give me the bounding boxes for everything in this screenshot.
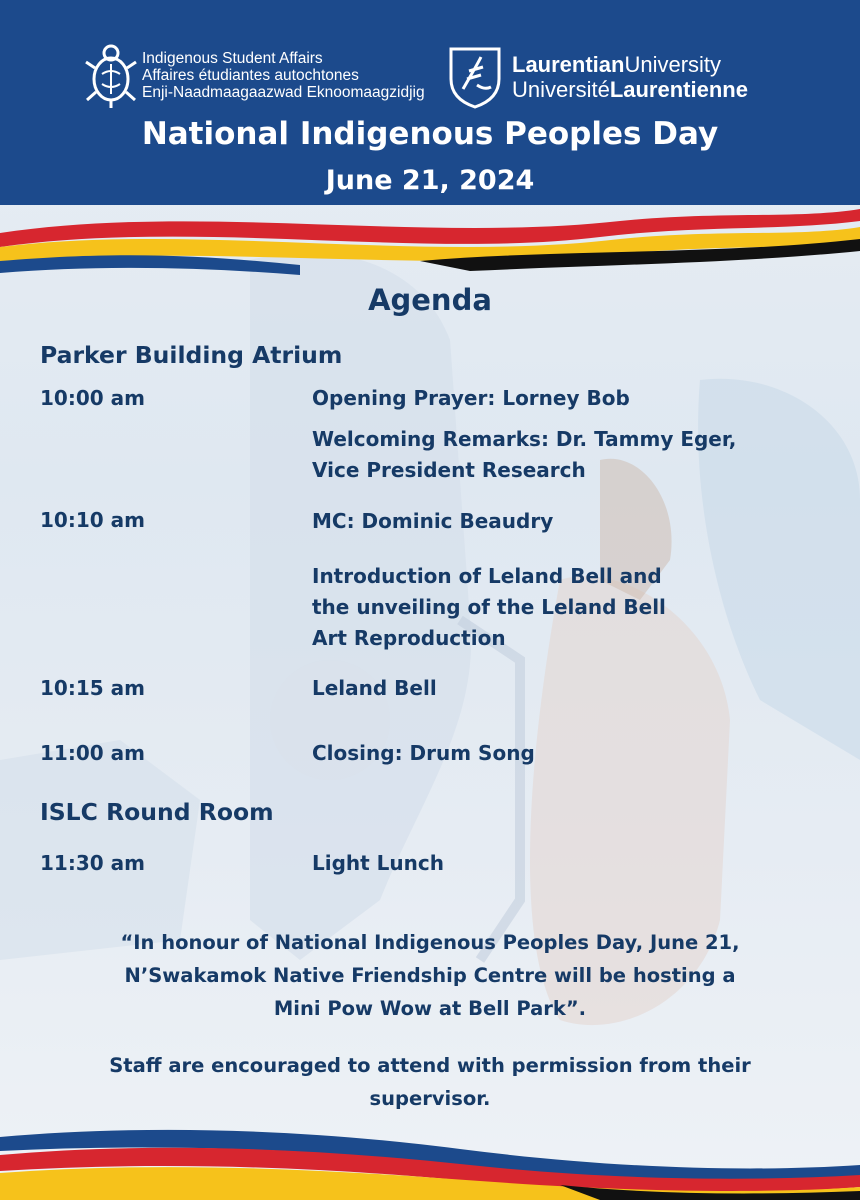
agenda-time: 10:00 am	[40, 386, 145, 410]
announcement-line: “In honour of National Indigenous Peoples Day, June 21,	[120, 931, 740, 954]
agenda-item-closing	[312, 738, 535, 769]
bottom-wave-decoration	[0, 1115, 860, 1200]
agenda-line: Vice President Research	[312, 458, 586, 482]
staff-notice-line: Staff are encouraged to attend with permission from their	[109, 1054, 751, 1077]
agenda-item-light-lunch	[312, 848, 444, 879]
university-name-en	[512, 52, 748, 77]
turtle-logo-icon	[84, 42, 138, 110]
indigenous-student-affairs-text	[142, 50, 425, 101]
agenda-line: Opening Prayer: Lorney Bob	[312, 386, 630, 410]
wordmark-bold-fr: Laurentienne	[609, 77, 748, 102]
announcement-line: N’Swakamok Native Friendship Centre will be hosting a	[124, 964, 736, 987]
org-line-2: Affaires étudiantes autochtones	[142, 67, 359, 84]
agenda-line: Art Reproduction	[312, 626, 506, 650]
agenda-item-mc	[312, 506, 553, 537]
staff-notice	[60, 1049, 800, 1115]
agenda-line: Introduction of Leland Bell and	[312, 564, 662, 588]
top-wave-decoration	[0, 203, 860, 283]
agenda-time: 10:10 am	[40, 508, 145, 532]
agenda-item-introduction	[312, 561, 666, 654]
agenda-line: Closing: Drum Song	[312, 741, 535, 765]
pow-wow-announcement	[60, 926, 800, 1025]
org-line-1: Indigenous Student Affairs	[142, 50, 323, 67]
agenda-heading: Agenda	[368, 283, 492, 317]
event-date: June 21, 2024	[325, 165, 535, 196]
university-name-fr	[512, 77, 748, 102]
agenda-item-welcoming-remarks	[312, 424, 736, 486]
agenda-item-opening-prayer	[312, 383, 630, 414]
wordmark-regular-fr: Université	[512, 77, 610, 102]
announcement-line: Mini Pow Wow at Bell Park”.	[273, 997, 587, 1020]
agenda-time: 11:00 am	[40, 741, 145, 765]
agenda-line: Leland Bell	[312, 676, 437, 700]
laurentian-shield-icon	[447, 45, 503, 109]
wordmark-bold-en: Laurentian	[512, 52, 625, 77]
agenda-item-leland-bell	[312, 673, 437, 704]
staff-notice-line: supervisor.	[369, 1087, 491, 1110]
agenda-line: MC: Dominic Beaudry	[312, 509, 554, 533]
header-banner	[0, 0, 860, 205]
agenda-time: 11:30 am	[40, 851, 145, 875]
agenda-line: Welcoming Remarks: Dr. Tammy Eger,	[312, 427, 737, 451]
location-islc-round-room: ISLC Round Room	[40, 798, 274, 826]
org-line-3: Enji-Naadmaagaazwad Eknoomaagzidjig	[142, 84, 425, 101]
location-parker-building-atrium: Parker Building Atrium	[40, 341, 343, 369]
agenda-line: the unveiling of the Leland Bell	[312, 595, 666, 619]
event-title: National Indigenous Peoples Day	[141, 116, 719, 152]
laurentian-university-wordmark	[512, 52, 748, 102]
agenda-line: Light Lunch	[312, 851, 444, 875]
wordmark-regular-en: University	[624, 52, 722, 77]
agenda-time: 10:15 am	[40, 676, 145, 700]
